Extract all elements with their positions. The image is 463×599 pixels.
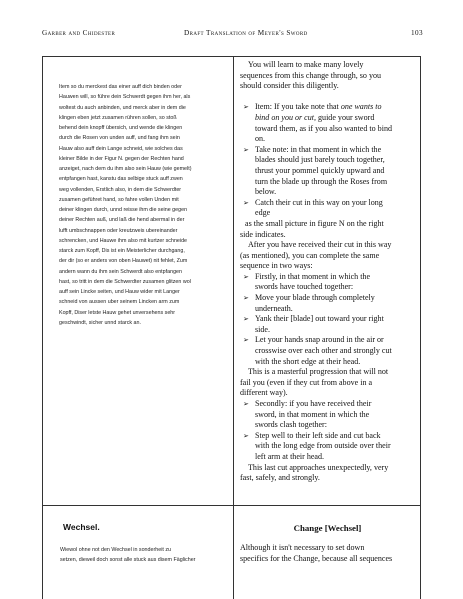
english-line <box>240 92 420 103</box>
line-text: with the short edge at their head. <box>255 356 361 366</box>
line-text: Catch their cut in this way on your long <box>255 197 383 207</box>
english-section-text <box>240 543 420 564</box>
line-text: Move your blade through completely <box>255 293 375 303</box>
german-line: geschwindt, sicher unnd starck an. <box>59 319 141 326</box>
line-text: guide your sword <box>316 112 375 122</box>
line-text: should consider this diligently. <box>240 81 339 91</box>
english-line <box>240 357 420 368</box>
german-text-column <box>59 82 223 328</box>
line-text: Yank their [blade] out toward your right <box>255 314 384 324</box>
english-line <box>240 473 420 484</box>
english-line <box>240 60 420 71</box>
line-text: Let your hands snap around in the air or <box>255 335 384 345</box>
line-text: side. <box>255 324 270 334</box>
english-line <box>240 240 420 251</box>
english-line <box>240 71 420 82</box>
bullet-arrow-icon: ➢ <box>243 315 249 324</box>
english-line <box>240 198 420 209</box>
english-line <box>240 208 420 219</box>
german-line: Kopff, Diser letste Hauw gehet unversehens sehr <box>59 309 176 316</box>
line-text: swords have touched together: <box>255 282 354 292</box>
english-line <box>240 441 420 452</box>
english-line <box>240 420 420 431</box>
line-text: sequence in two ways: <box>240 261 313 271</box>
bullet-arrow-icon: ➢ <box>243 431 249 440</box>
english-line <box>240 81 420 92</box>
bullet-arrow-icon: ➢ <box>243 198 249 207</box>
german-line: starck zum Kopff, Dis ist ein Meisterlicher durchgang, <box>59 248 185 254</box>
german-line: auff sein Lincke seiten, und Hauw wider mit Langer <box>59 289 180 295</box>
english-line <box>240 346 420 357</box>
english-line <box>240 293 420 304</box>
english-line <box>240 102 420 113</box>
english-line <box>240 219 420 230</box>
german-line: zusamen geführet hand, so fahre vollen Unden mit <box>59 196 179 203</box>
english-line <box>240 251 420 262</box>
english-line <box>240 272 420 283</box>
english-line <box>240 314 420 325</box>
line-text: Firstly, in that moment in which the <box>255 271 371 281</box>
english-line <box>240 410 420 421</box>
line-text: underneath. <box>255 303 293 313</box>
line-text: Step well to their left side and cut back <box>255 430 381 440</box>
english-line: specifics for the Change, because all sequences <box>240 553 393 563</box>
english-line <box>240 452 420 463</box>
column-divider <box>233 57 234 599</box>
german-line: kleiner Bilde in der Figur N. gegen der Rechten hand <box>59 155 184 162</box>
header-title: Draft Translation of Meyer's Sword <box>184 29 308 37</box>
english-line <box>240 367 420 378</box>
line-text: This is a masterful progression that will not <box>248 367 389 377</box>
line-text: blades should just barely touch together, <box>255 155 385 165</box>
english-line <box>240 187 420 198</box>
english-line <box>240 304 420 315</box>
line-text: with the long edge from outside over their <box>255 441 391 451</box>
english-line <box>240 155 420 166</box>
english-line <box>240 124 420 135</box>
english-line: Although it isn't necessary to set down <box>240 543 365 552</box>
german-section-heading: Wechsel. <box>63 522 100 532</box>
line-text: fast, safely, and strongly. <box>240 473 320 483</box>
header-authors: Garber and Chidester <box>42 29 116 37</box>
german-line: schneid von aussen uber seinem Lincken arm zum <box>59 299 180 306</box>
line-text: as the small picture in figure N on the right <box>245 218 384 228</box>
english-line <box>240 463 420 474</box>
line-text: Take note: in that moment in which the <box>255 144 382 154</box>
german-line: klingen eben jetzt zusamen rühren sollen, so stoß <box>59 114 177 121</box>
line-text: different way). <box>240 388 288 398</box>
line-text: You will learn to make many lovely <box>248 60 364 69</box>
english-line <box>240 282 420 293</box>
bullet-arrow-icon: ➢ <box>243 400 249 408</box>
line-text: crosswise over each other and strongly cut <box>255 346 392 356</box>
line-text: Secondly: if you have received their <box>255 399 372 408</box>
german-line: Item so du merckest das einer auff dich binden oder <box>59 84 182 90</box>
row-divider <box>43 505 420 506</box>
english-line <box>240 335 420 346</box>
line-text: swords clash together: <box>255 420 327 430</box>
line-text: edge <box>255 208 271 218</box>
german-line: hast, so tritt in dem die Schwerdter zusamen glitzen wol <box>59 278 191 285</box>
english-line <box>240 431 420 442</box>
emphasis-text: one wants to <box>340 102 382 112</box>
german-line: woltest du auch anbinden, und merck aber in dem die <box>59 104 186 111</box>
german-line: der dir (so er anders von oben Hauwet) nit fehlet, Zum <box>59 258 188 265</box>
german-line: andern wann du ihm sein Schwerdt also entpfangen <box>59 268 182 275</box>
german-line: weg vollenden, Erstlich also, in dem die Schwerdter <box>59 186 182 193</box>
english-line <box>240 261 420 272</box>
line-text: sequences from this change through, so you <box>240 70 382 80</box>
english-line <box>240 388 420 399</box>
german-line: Hauwen will, so führe dein Schwerdt gegen ihm her, als <box>59 94 191 101</box>
page-number: 103 <box>411 29 423 37</box>
german-line: anzeiget, nach dem du ihm also sein Hauw (wie gemelt) <box>59 166 192 172</box>
english-line <box>240 230 420 241</box>
line-text: This last cut approaches unexpectedly, very <box>248 462 389 472</box>
english-line <box>240 325 420 336</box>
line-text: on. <box>255 134 266 144</box>
english-line <box>240 378 420 389</box>
german-line: setzen, dieweil doch sonst alle stuck aus disem Fäglicher <box>60 557 196 564</box>
english-line <box>240 113 420 124</box>
emphasis-text: bind on you or cut, <box>255 112 317 122</box>
english-line <box>240 177 420 188</box>
german-line: Hauw also auff dein Lange schneid, wie solches das <box>59 145 183 152</box>
german-section-text <box>60 545 228 565</box>
line-text: fail you (even if they cut from above in a <box>240 377 373 387</box>
german-line: Wiewol ohne not den Wechsel in sonderheit zu <box>60 547 171 553</box>
line-text: turn the blade up through the Roses from <box>255 176 388 186</box>
german-line: schrencken, und Hauwe ihm also mit kurtzer schneide <box>59 237 188 244</box>
german-line: entpfangen hast, kanstu das selbige stuck auff zwen <box>59 176 183 183</box>
bullet-arrow-icon: ➢ <box>243 103 249 112</box>
english-line <box>240 399 420 410</box>
english-line <box>240 134 420 145</box>
line-text: side indicates. <box>240 229 286 239</box>
line-text: (as mentioned), you can complete the same <box>240 250 380 260</box>
english-line <box>240 166 420 177</box>
german-line: durch die Rosen von unden auff, und fang ihm sein <box>59 135 180 142</box>
line-text: toward them, as if you also wanted to bind <box>255 123 392 133</box>
line-text: sword, in that moment in which the <box>255 409 370 419</box>
line-text: below. <box>255 187 277 197</box>
bullet-arrow-icon: ➢ <box>243 145 249 154</box>
line-text: After you have received their cut in this way <box>248 240 392 250</box>
line-text: thrust your pommel quickly upward and <box>255 165 385 175</box>
translation-table <box>42 56 421 599</box>
english-section-heading: Change [Wechsel] <box>293 523 362 533</box>
line-text: Item: If you take note that <box>255 102 341 112</box>
bullet-arrow-icon: ➢ <box>243 272 249 281</box>
page-header <box>42 29 423 41</box>
english-line <box>240 145 420 156</box>
german-line: lufft umbschnappen oder kreutzweis ubereinander <box>59 227 178 234</box>
german-line: deiner klingen durch, unnd reisse ihm die seine gegen <box>59 207 188 213</box>
bullet-arrow-icon: ➢ <box>243 294 249 303</box>
german-line: behend dein knopff übersich, und wende die klingen <box>59 125 183 131</box>
bullet-arrow-icon: ➢ <box>243 336 249 345</box>
english-text-column <box>240 60 420 484</box>
german-line: deiner Rechten auß, und laß die hend abermal in der <box>59 217 185 224</box>
line-text: left arm at their head. <box>255 451 325 461</box>
